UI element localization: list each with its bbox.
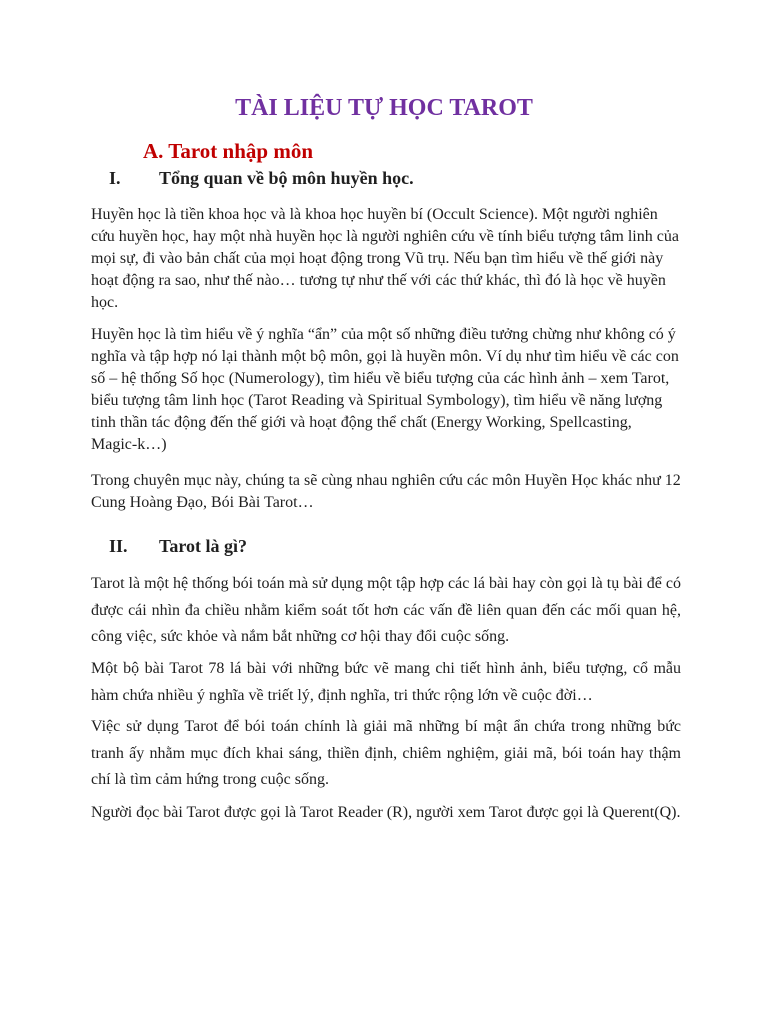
part-heading: A. Tarot nhập môn <box>143 139 314 163</box>
paragraph: Tarot là một hệ thống bói toán mà sử dụng một tập hợp các lá bài hay còn gọi là tụ bài để có được cái nhìn đa chiều nhằm kiểm soát tốt hơn các vấn đề liên quan đến các mối quan hệ, công việc, sức khỏe và nắm bắt những cơ hội thay đổi cuộc sống. <box>91 575 681 645</box>
paragraph: Trong chuyên mục này, chúng ta sẽ cùng nhau nghiên cứu các môn Huyền Học khác như 12 Cung Hoàng Đạo, Bói Bài Tarot… <box>91 472 681 511</box>
section-title: Tarot là gì? <box>159 536 248 556</box>
section-number: I. <box>109 168 121 188</box>
section-heading-2 <box>109 534 247 558</box>
paragraph: Người đọc bài Tarot được gọi là Tarot Reader (R), người xem Tarot được gọi là Querent(Q). <box>91 804 681 821</box>
document-title: TÀI LIỆU TỰ HỌC TAROT <box>235 95 533 121</box>
paragraph: Việc sử dụng Tarot để bói toán chính là giải mã những bí mật ẩn chứa trong những bức tranh ấy nhằm mục đích khai sáng, thiền định, chiêm nghiệm, giải mã, bói toán hay thậm chí là tìm cảm hứng trong cuộc sống. <box>91 718 681 788</box>
paragraph: Huyền học là tìm hiểu về ý nghĩa “ẩn” của một số những điều tưởng chừng như không có ý nghĩa và tập hợp nó lại thành một bộ môn, gọi là huyền môn. Ví dụ như tìm hiểu về các con số – hệ thống Số học (Numerology), tìm hiểu về biểu tượng của các hình ảnh – xem Tarot, biểu tượng tâm linh học (Tarot Reading và Spiritual Symbology), tìm hiểu về năng lượng tinh thần tác động đến thế giới và hoạt động thể chất (Energy Working, Spellcasting, Magic-k…) <box>91 326 679 453</box>
paragraph: Huyền học là tiền khoa học và là khoa học huyền bí (Occult Science). Một người nghiên cứu huyền học, hay một nhà huyền học là người nghiên cứu về tính biểu tượng tâm linh của mọi sự, đi vào bản chất của mọi hoạt động trong Vũ trụ. Nếu bạn tìm hiểu về thế giới này hoạt động ra sao, như thế nào… tương tự như thế với các thứ khác, thì đó là học về huyền học. <box>91 206 679 311</box>
section-title: Tổng quan về bộ môn huyền học. <box>159 168 414 188</box>
paragraph: Một bộ bài Tarot 78 lá bài với những bức vẽ mang chi tiết hình ảnh, biểu tượng, cổ mẫu hàm chứa nhiều ý nghĩa về triết lý, định nghĩa, tri thức rộng lớn về cuộc đời… <box>91 660 681 704</box>
section-number: II. <box>109 536 128 556</box>
section-heading-1 <box>109 166 414 190</box>
